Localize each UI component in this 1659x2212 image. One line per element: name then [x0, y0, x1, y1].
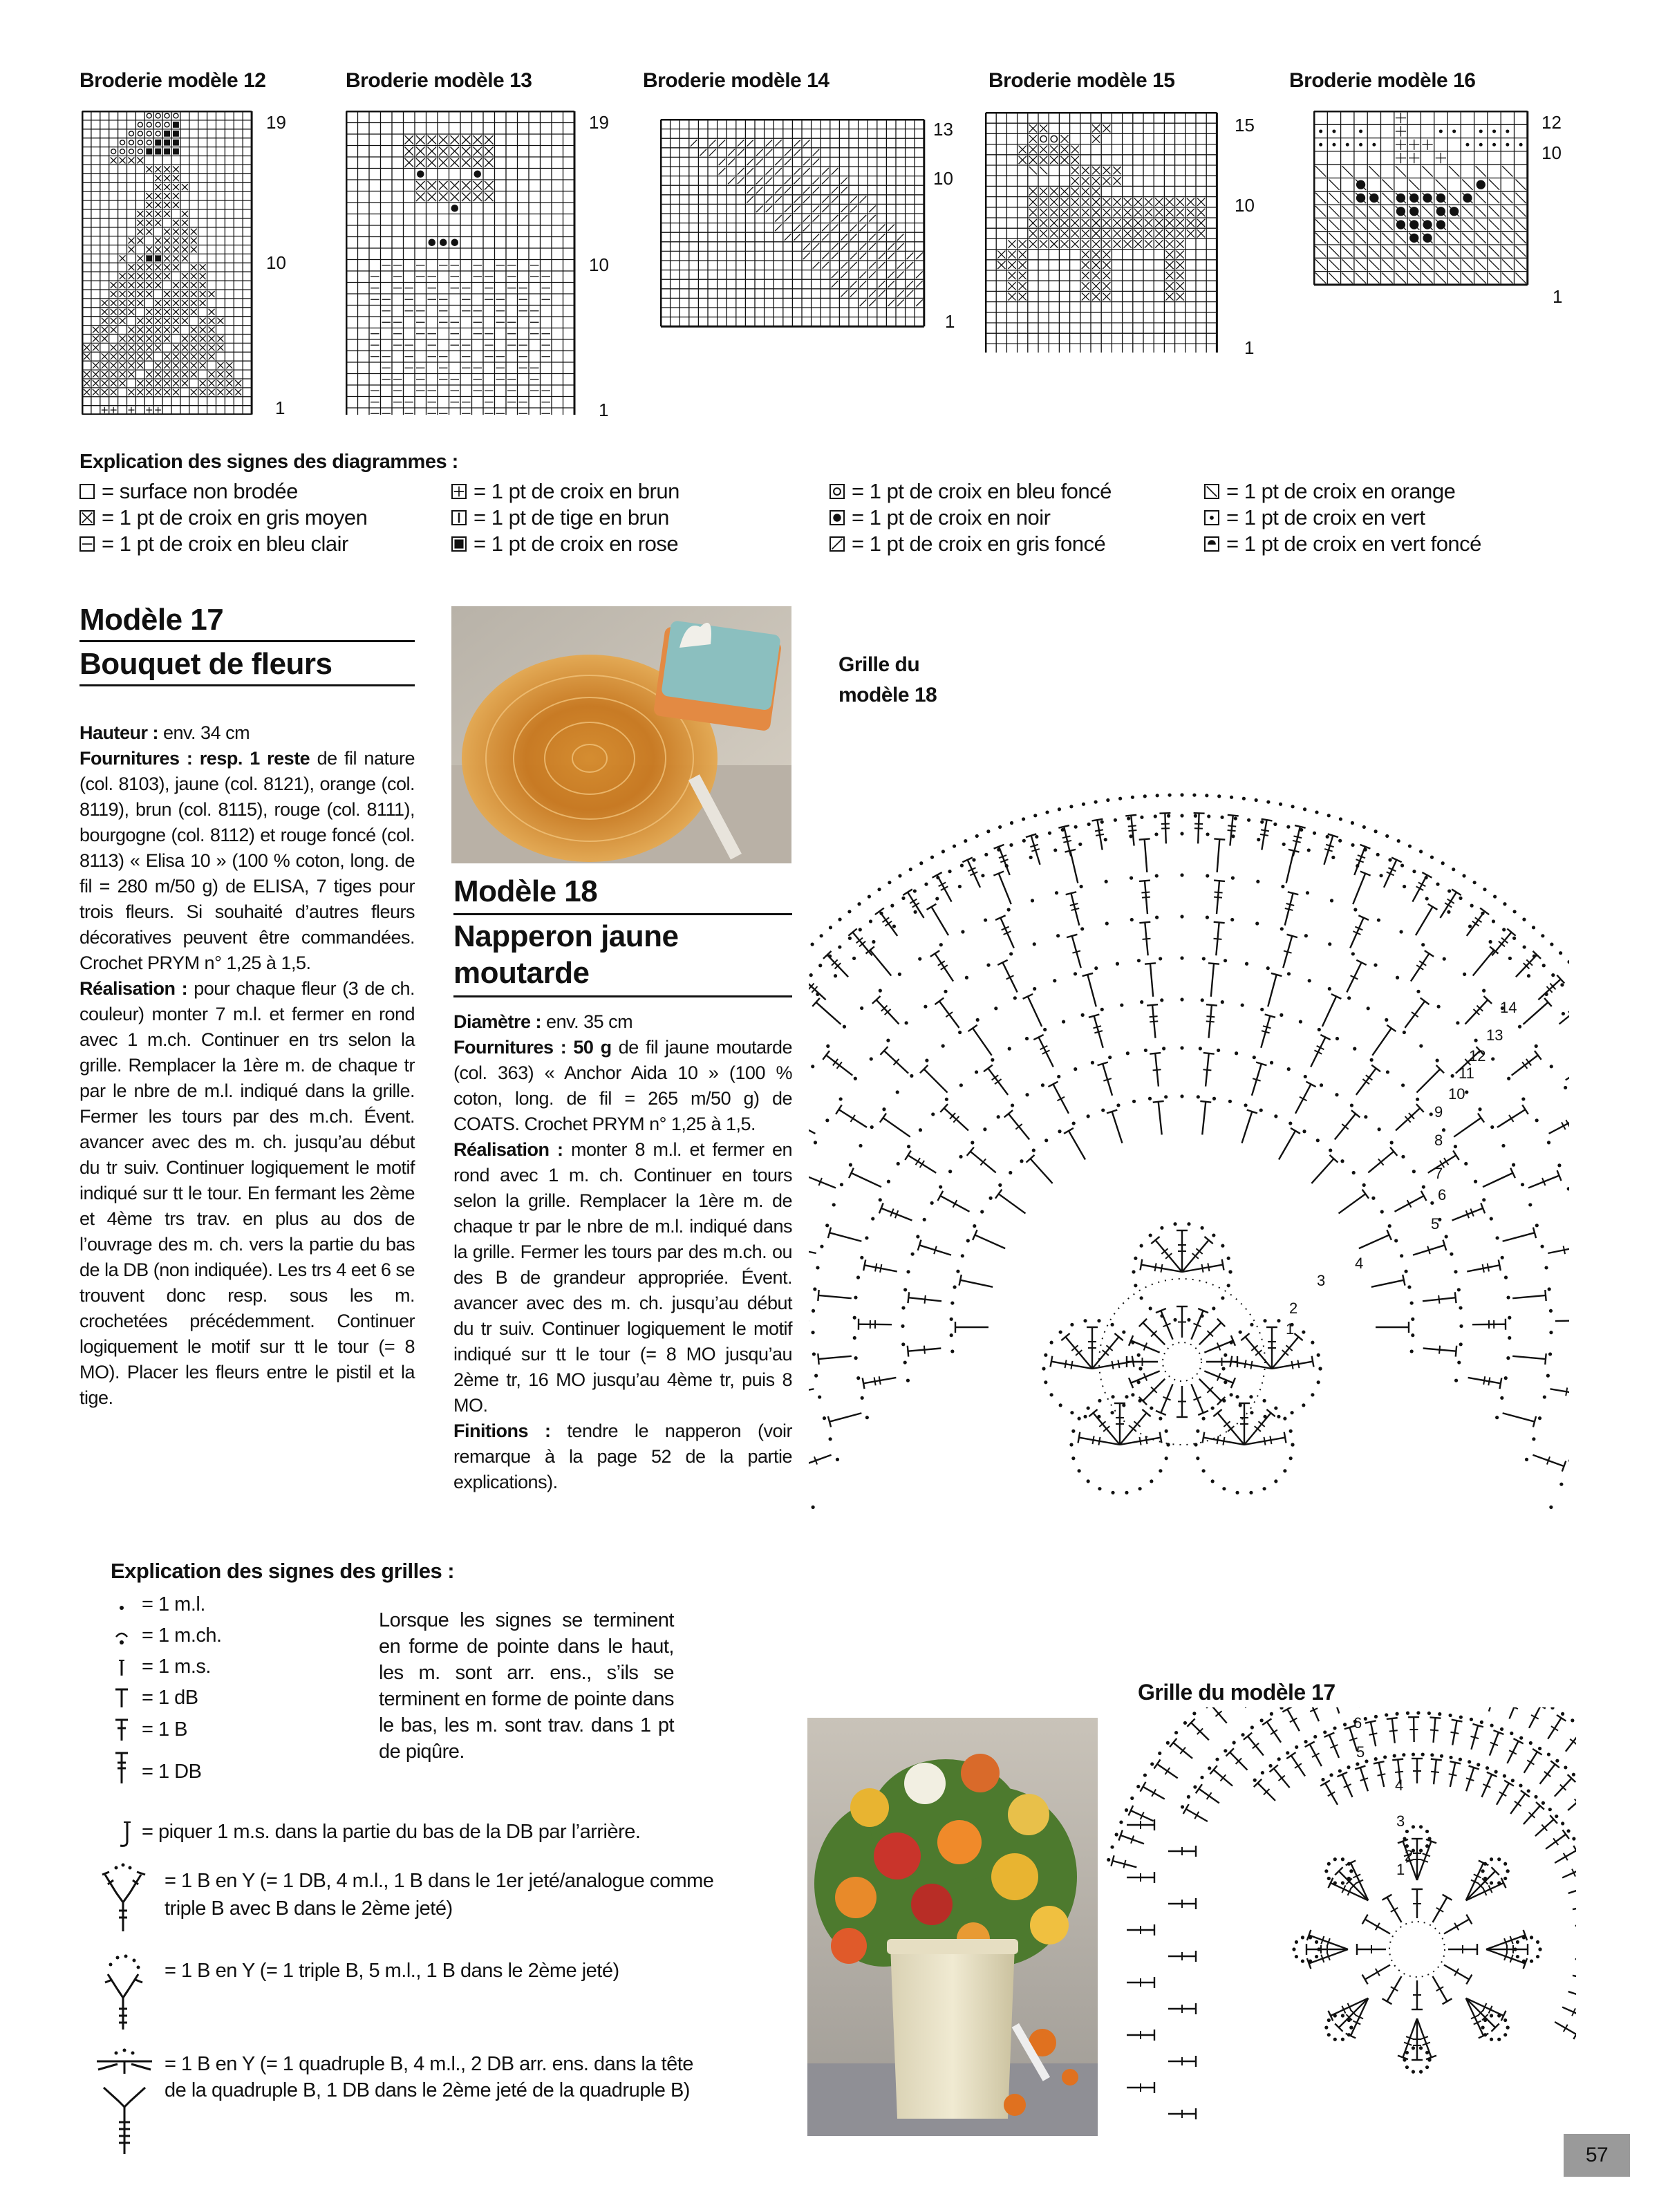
slash-square-icon: [830, 536, 845, 552]
dot-filled-square-icon: [830, 510, 845, 525]
legend-row: = surface non brodée: [79, 478, 439, 505]
grid-15-label-mid: 10: [1235, 195, 1255, 216]
sign-label-y1-line1: = 1 B en Y (= 1 DB, 4 m.l., 1 B dans le 1er jeté/analogue comme: [165, 1870, 714, 1892]
sign-label-slip: = 1 m.ch.: [142, 1624, 222, 1647]
svg-text:10: 10: [1448, 1085, 1465, 1103]
model-18-title-line1: Napperon jaune: [453, 919, 679, 953]
heading-rule: [79, 684, 415, 686]
heading-rule: [79, 640, 415, 642]
legend-row: = 1 pt de croix en noir: [830, 505, 1189, 531]
svg-text:6: 6: [1353, 1714, 1362, 1732]
sign-label-y3-line1: = 1 B en Y (= 1 quadruple B, 4 m.l., 2 DB arr. ens. dans la tête: [165, 2053, 693, 2075]
sign-label-treble: = 1 DB: [142, 1761, 202, 1783]
signs-legend-title: Explication des signes des grilles :: [111, 1559, 455, 1583]
svg-text:4: 4: [1355, 1255, 1364, 1272]
sign-label-y1-line2: triple B avec B dans le 2ème jeté): [165, 1897, 453, 1920]
bouquet-photo: [807, 1718, 1098, 2136]
legend-column-1: [79, 478, 439, 557]
grid-15-label-top: 15: [1235, 115, 1255, 135]
svg-text:4: 4: [1395, 1777, 1404, 1794]
model-17-number: Modèle 17: [79, 603, 224, 637]
grid-13-label-top: 19: [589, 112, 609, 133]
legend-row: = 1 pt de croix en gris foncé: [830, 531, 1189, 557]
y-stitch-icon: [95, 1859, 151, 1936]
grid-17-title: Grille du modèle 17: [1138, 1680, 1335, 1705]
slip-stitch-icon: [112, 1623, 131, 1648]
legend-column-4: [1204, 478, 1564, 557]
grid-13-label-bottom: 1: [599, 400, 609, 420]
svg-text:2: 2: [1405, 1847, 1414, 1864]
page-number: 57: [1564, 2134, 1630, 2177]
svg-text:14: 14: [1500, 999, 1517, 1016]
legend-row: = 1 pt de croix en bleu foncé: [830, 478, 1189, 505]
y-stitch-chain-icon: [95, 1949, 151, 2032]
embroidery-grid-14: [660, 119, 930, 333]
grid-12-label-mid: 10: [266, 252, 286, 273]
half-dot-square-icon: [1204, 536, 1219, 552]
legend-row: = 1 pt de croix en rose: [451, 531, 811, 557]
y-stitch-quad-icon: [90, 2046, 159, 2157]
legend-row: = 1 pt de croix en orange: [1204, 478, 1564, 505]
sign-label-y2: = 1 B en Y (= 1 triple B, 5 m.l., 1 B dans le 2ème jeté): [165, 1960, 619, 1982]
sign-label-chain: = 1 m.l.: [142, 1593, 205, 1615]
diagram-legend-title: Explication des signes des diagrammes :: [79, 451, 458, 473]
svg-text:7: 7: [1434, 1165, 1443, 1182]
svg-text:1: 1: [1286, 1320, 1295, 1338]
vertical-line-square-icon: [451, 510, 467, 525]
legend-row: = 1 pt de croix en gris moyen: [79, 505, 439, 531]
legend-column-2: [451, 478, 811, 557]
svg-text:13: 13: [1486, 1027, 1503, 1044]
embroidery-grid-13: [346, 111, 582, 415]
svg-text:5: 5: [1356, 1743, 1365, 1761]
sign-label-double: = 1 B: [142, 1718, 188, 1741]
backslash-square-icon: [1204, 484, 1219, 499]
svg-text:9: 9: [1434, 1103, 1443, 1121]
svg-text:11: 11: [1459, 1065, 1474, 1082]
model-17-title: Bouquet de fleurs: [79, 647, 332, 681]
model-17-instructions: Hauteur : env. 34 cm Fournitures : resp. 1 reste de fil nature (col. 8103), jaune (col. 8121), orange (col. 8119), brun (col. 8115), rouge (col. 8111), bourgogne (col. 8112) et rouge foncé (col. 8113) « Elisa 10 » (100 % coton, long. de fil = 280 m/50 g) de ELISA, 7 tiges pour trois fleurs. Si souhaité d’autres fleurs décoratives peuvent être commandées. Crochet PRYM n° 1,25 à 1,5. Réalisation : pour chaque fleur (3 de ch. couleur) monter 7 m.l. et fermer en rond avec 1 m.ch. Continuer en trs selon la grille. Remplacer la 1ère m. de chaque tr par le nbre de m.l. indiqué dans la grille. Fermer les tours par des m.ch. Évent. avancer avec des m. ch. jusqu’au début du tr suiv. Continuer logiquement le motif indiqué sur tt le tour. En fermant les 2ème et 4ème trs trav. en plus au dos de l’ouvrage des m. ch. vers la partie du bas de la DB (non indiquée). Les trs 4 eet 6 se trouvent donc resp. sous les m. crochetées précédemment. Continuer logiquement le motif sur tt le tour (= 8 MO). Placer les fleurs entre le pistil et la tige.: [79, 722, 415, 1408]
legend-row: = 1 pt de tige en brun: [451, 505, 811, 531]
heading-rule: [453, 913, 792, 915]
embroidery-grid-16: [1313, 111, 1535, 299]
svg-text:2: 2: [1289, 1300, 1298, 1317]
embroidery-grid-12: [82, 111, 260, 415]
grid-12-label-bottom: 1: [275, 397, 285, 418]
model-18-number: Modèle 18: [453, 874, 598, 908]
svg-text:12: 12: [1469, 1047, 1486, 1065]
chart-title-15: Broderie modèle 15: [988, 69, 1175, 92]
chart-title-13: Broderie modèle 13: [346, 69, 532, 92]
grid-16-label-top: 12: [1541, 112, 1562, 133]
treble-crochet-icon: [112, 1747, 131, 1786]
legend-row: = 1 pt de croix en vert: [1204, 505, 1564, 531]
grid-13-label-mid: 10: [589, 254, 609, 275]
grid-16-label-bottom: 1: [1553, 286, 1563, 307]
crochet-diagram-17: [1106, 1707, 1576, 2164]
grid-14-label-bottom: 1: [945, 311, 955, 332]
signs-note: Lorsque les signes se terminent en forme de pointe dans le haut, les m. sont arr. ens., s’ils se terminent en forme de pointe dans le bas, les m. sont trav. dans 1 pt de piqûre.: [379, 1609, 674, 1763]
chart-title-12: Broderie modèle 12: [79, 69, 266, 92]
single-crochet-icon: [112, 1653, 131, 1678]
svg-text:8: 8: [1434, 1132, 1443, 1149]
legend-row: = 1 pt de croix en vert foncé: [1204, 531, 1564, 557]
grid-14-label-top: 13: [933, 119, 953, 140]
empty-square-icon: [79, 484, 95, 499]
circle-square-icon: [830, 484, 845, 499]
model-18-title-line2: moutarde: [453, 956, 590, 990]
sign-label-y3-line2: de la quadruple B, 1 DB dans le 2ème jeté de la quadruple B): [165, 2079, 690, 2101]
svg-text:3: 3: [1317, 1272, 1326, 1289]
svg-text:3: 3: [1396, 1812, 1405, 1830]
dot-square-icon: [1204, 510, 1219, 525]
double-crochet-icon: [112, 1714, 131, 1743]
cross-square-icon: [79, 510, 95, 525]
legend-row: = 1 pt de croix en bleu clair: [79, 531, 439, 557]
grid-14-label-mid: 10: [933, 168, 953, 189]
filled-square-icon: [451, 536, 467, 552]
half-line-square-icon: [79, 536, 95, 552]
svg-text:6: 6: [1438, 1186, 1447, 1203]
heading-rule: [453, 995, 792, 997]
doily-photo: [451, 606, 791, 863]
legend-column-3: [830, 478, 1189, 557]
svg-text:5: 5: [1431, 1215, 1440, 1232]
embroidery-grid-15: [985, 112, 1227, 353]
back-stitch-icon: [116, 1818, 135, 1851]
chart-title-16: Broderie modèle 16: [1289, 69, 1476, 92]
sign-label-back: = piquer 1 m.s. dans la partie du bas de la DB par l’arrière.: [142, 1821, 641, 1843]
grid-12-label-top: 19: [266, 112, 286, 133]
crochet-diagram-18: [809, 622, 1569, 1631]
sign-label-half-double: = 1 dB: [142, 1687, 198, 1709]
plus-square-icon: [451, 484, 467, 499]
grid-18-title: Grille du modèle 18: [838, 653, 937, 706]
svg-text:1: 1: [1396, 1861, 1405, 1878]
model-18-instructions: Diamètre : env. 35 cm Fournitures : 50 g de fil jaune moutarde (col. 363) « Anchor Aida 10 » (100 % coton, long. de fil = 265 m/50 g) de COATS. Crochet PRYM n° 1,25 à 1,5. Réalisation : monter 8 m.l. et fermer en rond avec 1 m. ch. Continuer en tours selon la grille. Remplacer la 1ère m. de chaque tr par le nbre de m.l. indiqué dans la grille. Fermer les tours par des m.ch. ou des B de grandeur appropriée. Évent. avancer avec des m. ch. jusqu’au début du tr suiv. Continuer logiquement le motif indiqué sur tt le tour (= 8 MO jusqu’au 2ème tr, 16 MO jusqu’au 4ème tr, puis 8 MO. Finitions : tendre le napperon (voir remarque à la page 52 de la partie explications).: [453, 1011, 792, 1492]
sign-label-single: = 1 m.s.: [142, 1656, 211, 1678]
grid-15-label-bottom: 1: [1244, 337, 1255, 358]
legend-row: = 1 pt de croix en brun: [451, 478, 811, 505]
half-double-icon: [112, 1684, 131, 1710]
chain-dot-icon: [112, 1593, 131, 1618]
grid-16-label-mid: 10: [1541, 142, 1562, 163]
chart-title-14: Broderie modèle 14: [643, 69, 830, 92]
